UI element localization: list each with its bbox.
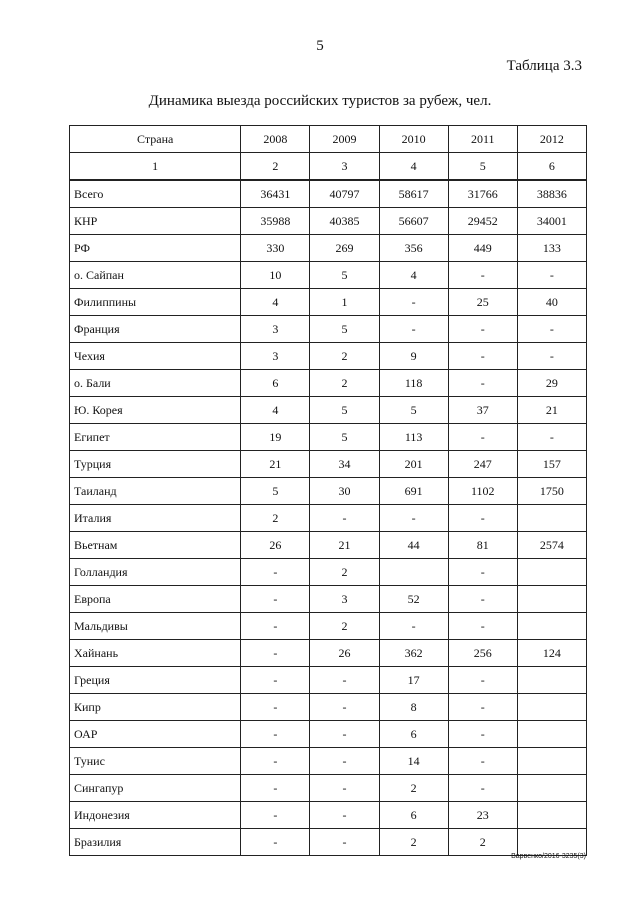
value-cell: 25 xyxy=(448,289,517,316)
value-cell: - xyxy=(517,316,586,343)
value-cell: - xyxy=(241,613,310,640)
value-cell: 2 xyxy=(448,829,517,856)
country-cell: Голландия xyxy=(70,559,241,586)
value-cell: - xyxy=(448,721,517,748)
table-row xyxy=(70,316,587,343)
table-row xyxy=(70,451,587,478)
value-cell: 2 xyxy=(310,613,379,640)
country-cell: о. Сайпан xyxy=(70,262,241,289)
value-cell xyxy=(517,694,586,721)
value-cell: 26 xyxy=(241,532,310,559)
value-cell: 17 xyxy=(379,667,448,694)
value-cell: - xyxy=(448,370,517,397)
value-cell: - xyxy=(241,586,310,613)
value-cell: 256 xyxy=(448,640,517,667)
value-cell: - xyxy=(241,748,310,775)
table-row xyxy=(70,424,587,451)
country-cell: Европа xyxy=(70,586,241,613)
value-cell: 36431 xyxy=(241,180,310,208)
value-cell xyxy=(517,748,586,775)
value-cell: - xyxy=(379,505,448,532)
value-cell xyxy=(517,802,586,829)
value-cell: 6 xyxy=(379,721,448,748)
value-cell: 9 xyxy=(379,343,448,370)
table-row xyxy=(70,721,587,748)
value-cell: - xyxy=(310,775,379,802)
value-cell: 2 xyxy=(241,505,310,532)
value-cell: 34001 xyxy=(517,208,586,235)
country-cell: Сингапур xyxy=(70,775,241,802)
value-cell: 23 xyxy=(448,802,517,829)
table-title: Динамика выезда российских туристов за рубеж, чел. xyxy=(148,93,492,109)
value-cell: 157 xyxy=(517,451,586,478)
value-cell: - xyxy=(310,829,379,856)
value-cell: 2 xyxy=(379,775,448,802)
country-cell: Вьетнам xyxy=(70,532,241,559)
index-cell: 4 xyxy=(379,153,448,181)
value-cell xyxy=(517,667,586,694)
value-cell: - xyxy=(310,667,379,694)
table-row xyxy=(70,289,587,316)
value-cell: - xyxy=(448,505,517,532)
country-cell: Мальдивы xyxy=(70,613,241,640)
value-cell: 40385 xyxy=(310,208,379,235)
value-cell: - xyxy=(448,667,517,694)
value-cell: 19 xyxy=(241,424,310,451)
value-cell: - xyxy=(448,559,517,586)
table-header-row xyxy=(70,126,587,153)
value-cell xyxy=(517,586,586,613)
value-cell: - xyxy=(448,262,517,289)
country-cell: Таиланд xyxy=(70,478,241,505)
value-cell: 3 xyxy=(241,316,310,343)
header-year-2010: 2010 xyxy=(379,126,448,153)
value-cell: 52 xyxy=(379,586,448,613)
country-cell: ОАР xyxy=(70,721,241,748)
index-cell: 6 xyxy=(517,153,586,181)
value-cell: 40 xyxy=(517,289,586,316)
value-cell: 247 xyxy=(448,451,517,478)
value-cell: 37 xyxy=(448,397,517,424)
value-cell: 21 xyxy=(310,532,379,559)
value-cell: 124 xyxy=(517,640,586,667)
value-cell: 29 xyxy=(517,370,586,397)
index-cell: 5 xyxy=(448,153,517,181)
table-label: Таблица 3.3 xyxy=(506,58,582,74)
country-cell: Хайнань xyxy=(70,640,241,667)
value-cell: 40797 xyxy=(310,180,379,208)
value-cell: 26 xyxy=(310,640,379,667)
value-cell: 5 xyxy=(310,424,379,451)
country-cell: Кипр xyxy=(70,694,241,721)
value-cell: - xyxy=(517,262,586,289)
value-cell: 6 xyxy=(379,802,448,829)
value-cell: 5 xyxy=(310,316,379,343)
value-cell: - xyxy=(241,694,310,721)
value-cell: 3 xyxy=(241,343,310,370)
value-cell: - xyxy=(241,802,310,829)
value-cell: 2 xyxy=(310,370,379,397)
value-cell: 2 xyxy=(379,829,448,856)
value-cell: 1750 xyxy=(517,478,586,505)
header-year-2008: 2008 xyxy=(241,126,310,153)
value-cell: 5 xyxy=(379,397,448,424)
value-cell: - xyxy=(241,640,310,667)
table-row xyxy=(70,640,587,667)
value-cell: 4 xyxy=(379,262,448,289)
value-cell: - xyxy=(379,316,448,343)
value-cell: - xyxy=(448,748,517,775)
table-row xyxy=(70,262,587,289)
value-cell: - xyxy=(517,343,586,370)
value-cell: 691 xyxy=(379,478,448,505)
index-cell: 2 xyxy=(241,153,310,181)
country-cell: Тунис xyxy=(70,748,241,775)
value-cell: 34 xyxy=(310,451,379,478)
country-cell: Франция xyxy=(70,316,241,343)
table-row xyxy=(70,370,587,397)
table-row xyxy=(70,829,587,856)
value-cell: 1102 xyxy=(448,478,517,505)
table-row xyxy=(70,505,587,532)
value-cell: - xyxy=(448,694,517,721)
value-cell: 8 xyxy=(379,694,448,721)
value-cell: 4 xyxy=(241,397,310,424)
value-cell: 58617 xyxy=(379,180,448,208)
country-cell: о. Бали xyxy=(70,370,241,397)
value-cell xyxy=(517,721,586,748)
table-row xyxy=(70,180,587,208)
value-cell: 6 xyxy=(241,370,310,397)
country-cell: Турция xyxy=(70,451,241,478)
value-cell: - xyxy=(517,424,586,451)
value-cell: - xyxy=(379,289,448,316)
table-row xyxy=(70,343,587,370)
value-cell: 35988 xyxy=(241,208,310,235)
country-cell: РФ xyxy=(70,235,241,262)
table-row xyxy=(70,613,587,640)
value-cell: - xyxy=(241,559,310,586)
value-cell: 4 xyxy=(241,289,310,316)
value-cell: 269 xyxy=(310,235,379,262)
value-cell: - xyxy=(241,775,310,802)
country-cell: Бразилия xyxy=(70,829,241,856)
value-cell: - xyxy=(241,829,310,856)
value-cell: 356 xyxy=(379,235,448,262)
value-cell: 2574 xyxy=(517,532,586,559)
value-cell: - xyxy=(310,721,379,748)
value-cell: - xyxy=(448,343,517,370)
country-cell: Италия xyxy=(70,505,241,532)
table-row xyxy=(70,802,587,829)
value-cell: - xyxy=(241,667,310,694)
value-cell: 29452 xyxy=(448,208,517,235)
value-cell: 5 xyxy=(241,478,310,505)
value-cell: 201 xyxy=(379,451,448,478)
page-number: 5 xyxy=(316,38,324,54)
value-cell: - xyxy=(448,775,517,802)
value-cell: - xyxy=(310,802,379,829)
table-row xyxy=(70,559,587,586)
value-cell: 44 xyxy=(379,532,448,559)
table-row xyxy=(70,586,587,613)
value-cell: 31766 xyxy=(448,180,517,208)
value-cell: 38836 xyxy=(517,180,586,208)
value-cell: 113 xyxy=(379,424,448,451)
value-cell: - xyxy=(448,613,517,640)
country-cell: КНР xyxy=(70,208,241,235)
country-cell: Египет xyxy=(70,424,241,451)
value-cell: 1 xyxy=(310,289,379,316)
value-cell xyxy=(517,613,586,640)
table-row xyxy=(70,208,587,235)
value-cell: 2 xyxy=(310,343,379,370)
value-cell: 21 xyxy=(517,397,586,424)
column-index-row xyxy=(70,153,587,181)
value-cell: - xyxy=(448,586,517,613)
country-cell: Всего xyxy=(70,180,241,208)
value-cell: - xyxy=(448,424,517,451)
table-row xyxy=(70,397,587,424)
value-cell: 56607 xyxy=(379,208,448,235)
country-cell: Филиппины xyxy=(70,289,241,316)
value-cell: 5 xyxy=(310,262,379,289)
header-country: Страна xyxy=(70,126,241,153)
country-cell: Греция xyxy=(70,667,241,694)
header-year-2012: 2012 xyxy=(517,126,586,153)
tourist-departure-table xyxy=(69,125,587,856)
value-cell: 449 xyxy=(448,235,517,262)
header-year-2011: 2011 xyxy=(448,126,517,153)
table-row xyxy=(70,667,587,694)
value-cell xyxy=(517,829,586,856)
table-row xyxy=(70,775,587,802)
value-cell: 3 xyxy=(310,586,379,613)
value-cell: 133 xyxy=(517,235,586,262)
value-cell: 362 xyxy=(379,640,448,667)
value-cell: 10 xyxy=(241,262,310,289)
value-cell: 2 xyxy=(310,559,379,586)
value-cell: - xyxy=(379,613,448,640)
value-cell: 330 xyxy=(241,235,310,262)
value-cell xyxy=(517,775,586,802)
table-row xyxy=(70,532,587,559)
table-row xyxy=(70,478,587,505)
value-cell xyxy=(517,505,586,532)
value-cell: 81 xyxy=(448,532,517,559)
value-cell: - xyxy=(310,694,379,721)
value-cell: - xyxy=(241,721,310,748)
header-year-2009: 2009 xyxy=(310,126,379,153)
value-cell: - xyxy=(310,505,379,532)
document-code: Варвенко/2016-3235(3) xyxy=(511,853,586,860)
value-cell: - xyxy=(310,748,379,775)
table-row xyxy=(70,694,587,721)
country-cell: Ю. Корея xyxy=(70,397,241,424)
value-cell: 21 xyxy=(241,451,310,478)
value-cell xyxy=(517,559,586,586)
value-cell: 30 xyxy=(310,478,379,505)
country-cell: Индонезия xyxy=(70,802,241,829)
value-cell: 5 xyxy=(310,397,379,424)
value-cell xyxy=(379,559,448,586)
country-cell: Чехия xyxy=(70,343,241,370)
value-cell: - xyxy=(448,316,517,343)
index-cell: 1 xyxy=(70,153,241,181)
table-row xyxy=(70,748,587,775)
table-row xyxy=(70,235,587,262)
value-cell: 118 xyxy=(379,370,448,397)
index-cell: 3 xyxy=(310,153,379,181)
value-cell: 14 xyxy=(379,748,448,775)
